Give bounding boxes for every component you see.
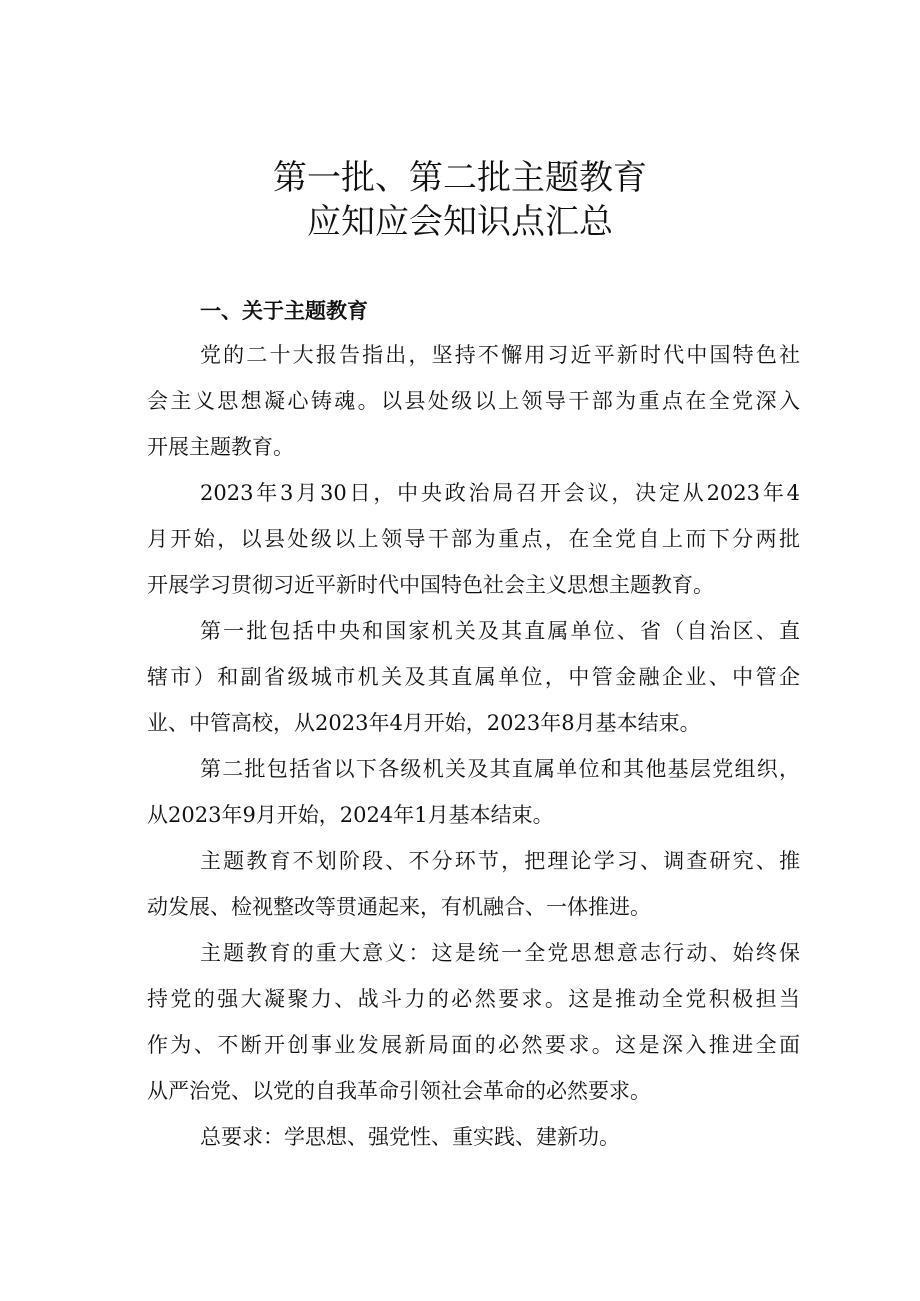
paragraph-line: 主题教育的重大意义：这是统一全党思想意志行动、始终保	[200, 941, 800, 965]
paragraph-line: 开展主题教育。	[147, 435, 294, 459]
paragraph-line: 总要求：学思想、强党性、重实践、建新功。	[200, 1125, 620, 1149]
paragraph-line: 党的二十大报告指出，坚持不懈用习近平新时代中国特色社	[200, 343, 800, 367]
paragraph-line: 会主义思想凝心铸魂。以县处级以上领导干部为重点在全党深入	[147, 389, 800, 413]
paragraph-line: 开展学习贯彻习近平新时代中国特色社会主义思想主题教育。	[147, 573, 714, 597]
paragraph-line: 业、中管高校，从2023年4月开始，2023年8月基本结束。	[147, 711, 701, 735]
paragraph-line: 第二批包括省以下各级机关及其直属单位和其他基层党组织，	[200, 757, 800, 781]
paragraph-line: 主题教育不划阶段、不分环节，把理论学习、调查研究、推	[200, 849, 800, 873]
paragraph-line: 月开始，以县处级以上领导干部为重点，在全党自上而下分两批	[147, 527, 800, 551]
paragraph-line: 辖市）和副省级城市机关及其直属单位，中管金融企业、中管企	[147, 665, 800, 689]
document-title-line-2: 应知应会知识点汇总	[307, 202, 613, 242]
section-heading: 一、关于主题教育	[200, 299, 368, 323]
paragraph-line: 从2023年9月开始，2024年1月基本结束。	[147, 803, 554, 827]
paragraph-line: 持党的强大凝聚力、战斗力的必然要求。这是推动全党积极担当	[147, 987, 800, 1011]
document-title-line-1: 第一批、第二批主题教育	[273, 158, 647, 198]
paragraph-line: 作为、不断开创事业发展新局面的必然要求。这是深入推进全面	[147, 1033, 800, 1057]
paragraph-line: 动发展、检视整改等贯通起来，有机融合、一体推进。	[147, 895, 651, 919]
paragraph-line: 第一批包括中央和国家机关及其直属单位、省（自治区、直	[200, 619, 800, 643]
paragraph-line: 从严治党、以党的自我革命引领社会革命的必然要求。	[147, 1079, 651, 1103]
paragraph-line: 2023年3月30日，中央政治局召开会议，决定从2023年4	[200, 481, 800, 505]
